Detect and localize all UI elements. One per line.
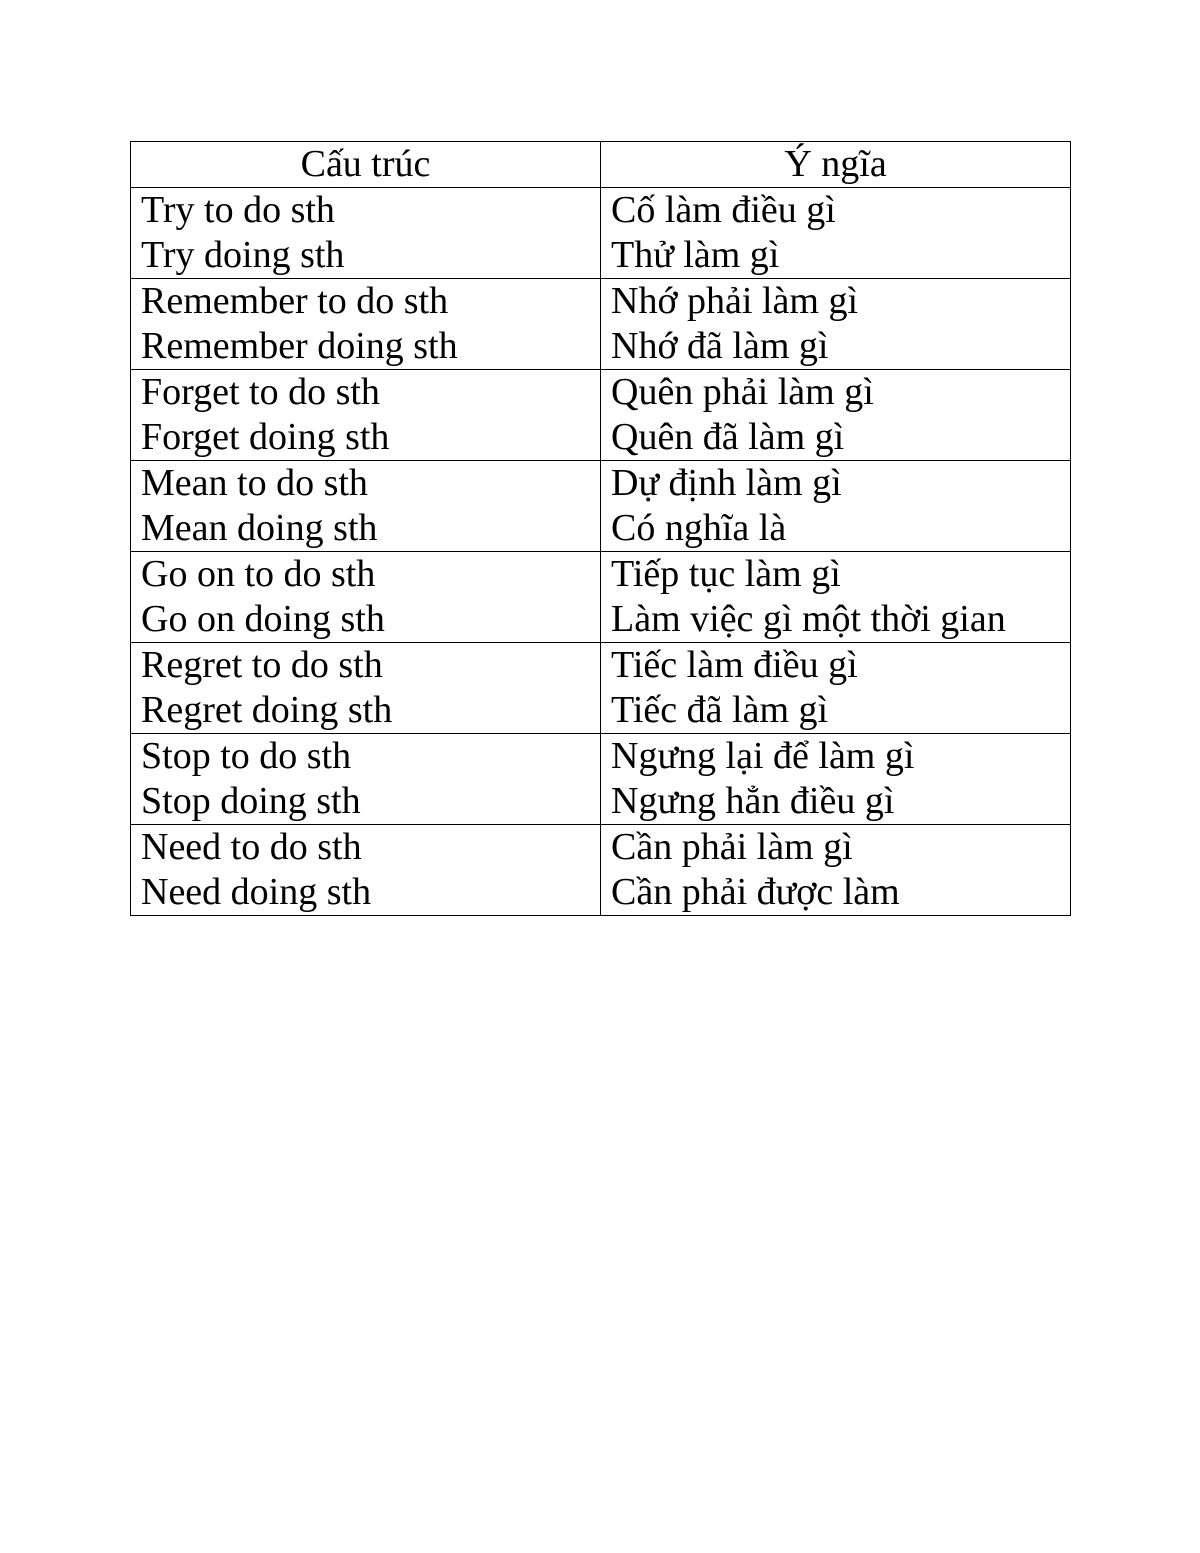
structure-line: Forget doing sth (141, 416, 390, 458)
meaning-line: Tiếc đã làm gì (611, 689, 829, 731)
meaning-cell (601, 734, 1071, 825)
table-row (131, 734, 1071, 825)
structure-line: Remember doing sth (141, 325, 458, 367)
meaning-line: Có nghĩa là (611, 507, 787, 549)
structure-line: Mean to do sth (141, 462, 368, 504)
structure-cell (131, 643, 601, 734)
structure-line: Stop to do sth (141, 735, 352, 777)
structure-cell (131, 370, 601, 461)
meaning-line: Quên phải làm gì (611, 371, 874, 413)
structure-line: Go on to do sth (141, 553, 376, 595)
structure-cell (131, 825, 601, 916)
meaning-cell (601, 279, 1071, 370)
table-row (131, 643, 1071, 734)
structure-line: Try doing sth (141, 234, 345, 276)
meaning-line: Nhớ phải làm gì (611, 280, 858, 322)
meaning-line: Cố làm điều gì (611, 189, 836, 231)
structure-line: Mean doing sth (141, 507, 378, 549)
structure-line: Try to do sth (141, 189, 335, 231)
table-row (131, 188, 1071, 279)
structure-line: Need doing sth (141, 871, 372, 913)
table-row (131, 825, 1071, 916)
meaning-cell (601, 825, 1071, 916)
meaning-cell (601, 552, 1071, 643)
structure-line: Regret to do sth (141, 644, 383, 686)
table-row (131, 370, 1071, 461)
structure-cell (131, 188, 601, 279)
table-row (131, 279, 1071, 370)
meaning-line: Cần phải được làm (611, 871, 900, 913)
meaning-cell (601, 370, 1071, 461)
meaning-line: Làm việc gì một thời gian (611, 598, 1006, 640)
meaning-cell (601, 188, 1071, 279)
meaning-line: Nhớ đã làm gì (611, 325, 829, 367)
table-row (131, 552, 1071, 643)
header-meaning: Ý ngĩa (601, 142, 1071, 188)
structure-cell (131, 461, 601, 552)
structure-line: Stop doing sth (141, 780, 361, 822)
meaning-line: Tiếp tục làm gì (611, 553, 841, 595)
structure-line: Need to do sth (141, 826, 362, 868)
meaning-line: Thử làm gì (611, 234, 780, 276)
meaning-line: Tiếc làm điều gì (611, 644, 858, 686)
structure-cell (131, 734, 601, 825)
meaning-cell (601, 643, 1071, 734)
grammar-table (130, 141, 1071, 916)
structure-cell (131, 552, 601, 643)
structure-cell (131, 279, 601, 370)
structure-line: Regret doing sth (141, 689, 393, 731)
meaning-cell (601, 461, 1071, 552)
meaning-line: Cần phải làm gì (611, 826, 853, 868)
meaning-line: Ngưng lại để làm gì (611, 735, 915, 777)
meaning-line: Ngưng hẳn điều gì (611, 780, 895, 822)
meaning-line: Quên đã làm gì (611, 416, 845, 458)
table-header-row (131, 142, 1071, 188)
structure-line: Remember to do sth (141, 280, 449, 322)
structure-line: Go on doing sth (141, 598, 385, 640)
table-row (131, 461, 1071, 552)
structure-line: Forget to do sth (141, 371, 380, 413)
header-structure: Cấu trúc (131, 142, 601, 188)
meaning-line: Dự định làm gì (611, 462, 842, 504)
